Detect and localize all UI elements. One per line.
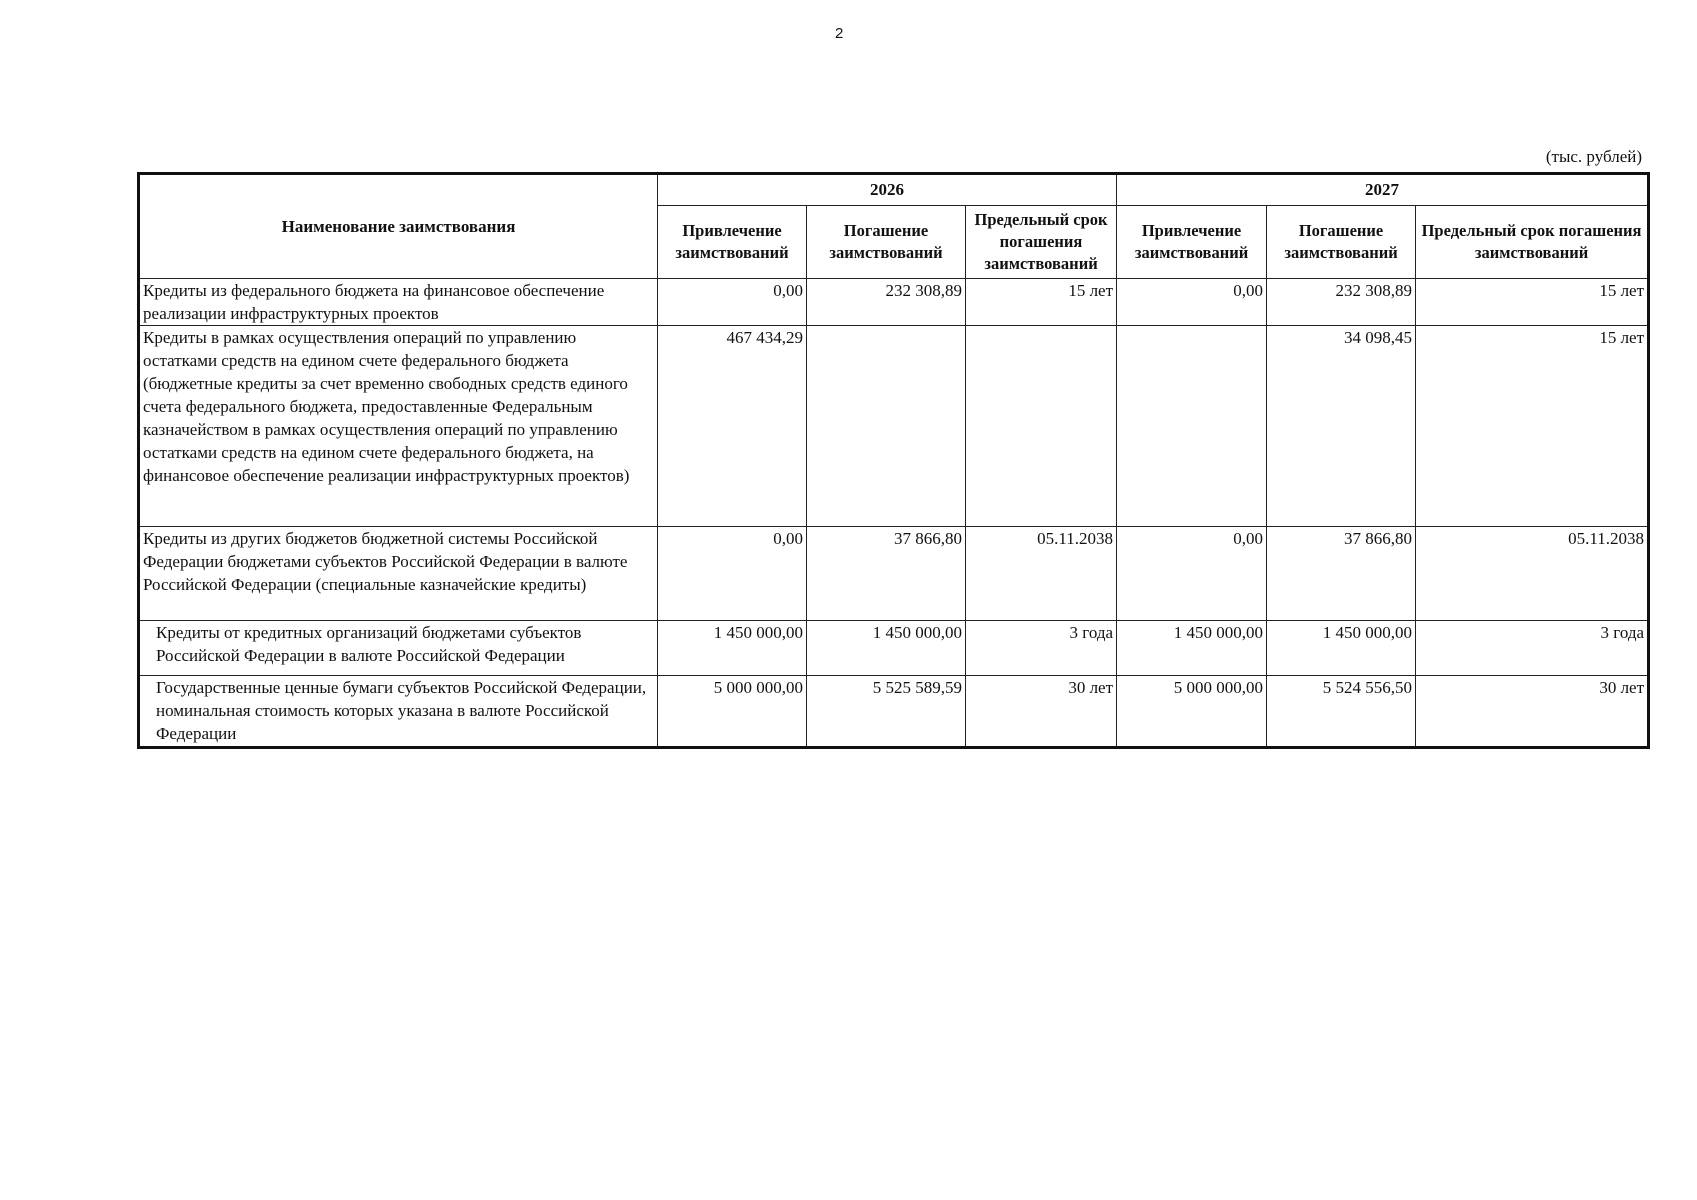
page-number: 2 (835, 25, 844, 42)
cell-2027-term: 30 лет (1416, 676, 1649, 748)
col-header-2026-attraction: Привлечение заимствований (658, 206, 807, 279)
name-column-header: Наименование заимствования (139, 174, 658, 279)
cell-2027-attraction: 5 000 000,00 (1117, 676, 1267, 748)
cell-2027-repayment: 37 866,80 (1267, 527, 1416, 621)
year-header-2026: 2026 (658, 174, 1117, 206)
col-header-2027-term: Предельный срок погашения заимствований (1416, 206, 1649, 279)
cell-2026-repayment: 1 450 000,00 (807, 621, 966, 676)
row-name: Кредиты в рамках осуществления операций по управлению остатками средств на едином счете федерального бюджета (бюджетные кредиты за счет временно свободных средств единого счета федерального бюджета, предоставленные Федеральным казначейством в рамках осуществления операций по управлению остатками средств на едином счете федерального бюджета, на финансовое обеспечение реализации инфраструктурных проектов) (139, 326, 658, 527)
cell-2027-term: 15 лет (1416, 326, 1649, 527)
table-row (139, 279, 1649, 326)
table-row (139, 527, 1649, 621)
cell-2026-attraction: 1 450 000,00 (658, 621, 807, 676)
cell-2026-term (966, 326, 1117, 527)
cell-2027-repayment: 34 098,45 (1267, 326, 1416, 527)
cell-2027-attraction: 0,00 (1117, 279, 1267, 326)
cell-2026-attraction: 467 434,29 (658, 326, 807, 527)
cell-2027-attraction: 0,00 (1117, 527, 1267, 621)
cell-2026-attraction: 0,00 (658, 279, 807, 326)
borrowings-table (137, 172, 1650, 749)
cell-2027-term: 3 года (1416, 621, 1649, 676)
col-header-2026-repayment: Погашение заимствований (807, 206, 966, 279)
cell-2026-term: 3 года (966, 621, 1117, 676)
cell-2026-repayment: 37 866,80 (807, 527, 966, 621)
units-label: (тыс. рублей) (1545, 147, 1642, 166)
cell-2026-term: 05.11.2038 (966, 527, 1117, 621)
row-name: Кредиты от кредитных организаций бюджетами субъектов Российской Федерации в валюте Российской Федерации (139, 621, 658, 676)
header-row-years (139, 174, 1649, 206)
cell-2027-term: 15 лет (1416, 279, 1649, 326)
table-row (139, 676, 1649, 748)
row-name: Государственные ценные бумаги субъектов Российской Федерации, номинальная стоимость которых указана в валюте Российской Федерации (139, 676, 658, 748)
col-header-2027-repayment: Погашение заимствований (1267, 206, 1416, 279)
col-header-2027-attraction: Привлечение заимствований (1117, 206, 1267, 279)
cell-2027-attraction: 1 450 000,00 (1117, 621, 1267, 676)
cell-2026-term: 15 лет (966, 279, 1117, 326)
cell-2026-attraction: 0,00 (658, 527, 807, 621)
cell-2027-attraction (1117, 326, 1267, 527)
table-row (139, 326, 1649, 527)
cell-2026-term: 30 лет (966, 676, 1117, 748)
cell-2027-term: 05.11.2038 (1416, 527, 1649, 621)
row-name: Кредиты из федерального бюджета на финансовое обеспечение реализации инфраструктурных проектов (139, 279, 658, 326)
cell-2027-repayment: 232 308,89 (1267, 279, 1416, 326)
cell-2026-repayment (807, 326, 966, 527)
cell-2026-repayment: 5 525 589,59 (807, 676, 966, 748)
cell-2027-repayment: 5 524 556,50 (1267, 676, 1416, 748)
table-row (139, 621, 1649, 676)
row-name: Кредиты из других бюджетов бюджетной системы Российской Федерации бюджетами субъектов Российской Федерации в валюте Российской Федерации (специальные казначейские кредиты) (139, 527, 658, 621)
cell-2027-repayment: 1 450 000,00 (1267, 621, 1416, 676)
col-header-2026-term: Предельный срок погашения заимствований (966, 206, 1117, 279)
cell-2026-repayment: 232 308,89 (807, 279, 966, 326)
cell-2026-attraction: 5 000 000,00 (658, 676, 807, 748)
year-header-2027: 2027 (1117, 174, 1649, 206)
